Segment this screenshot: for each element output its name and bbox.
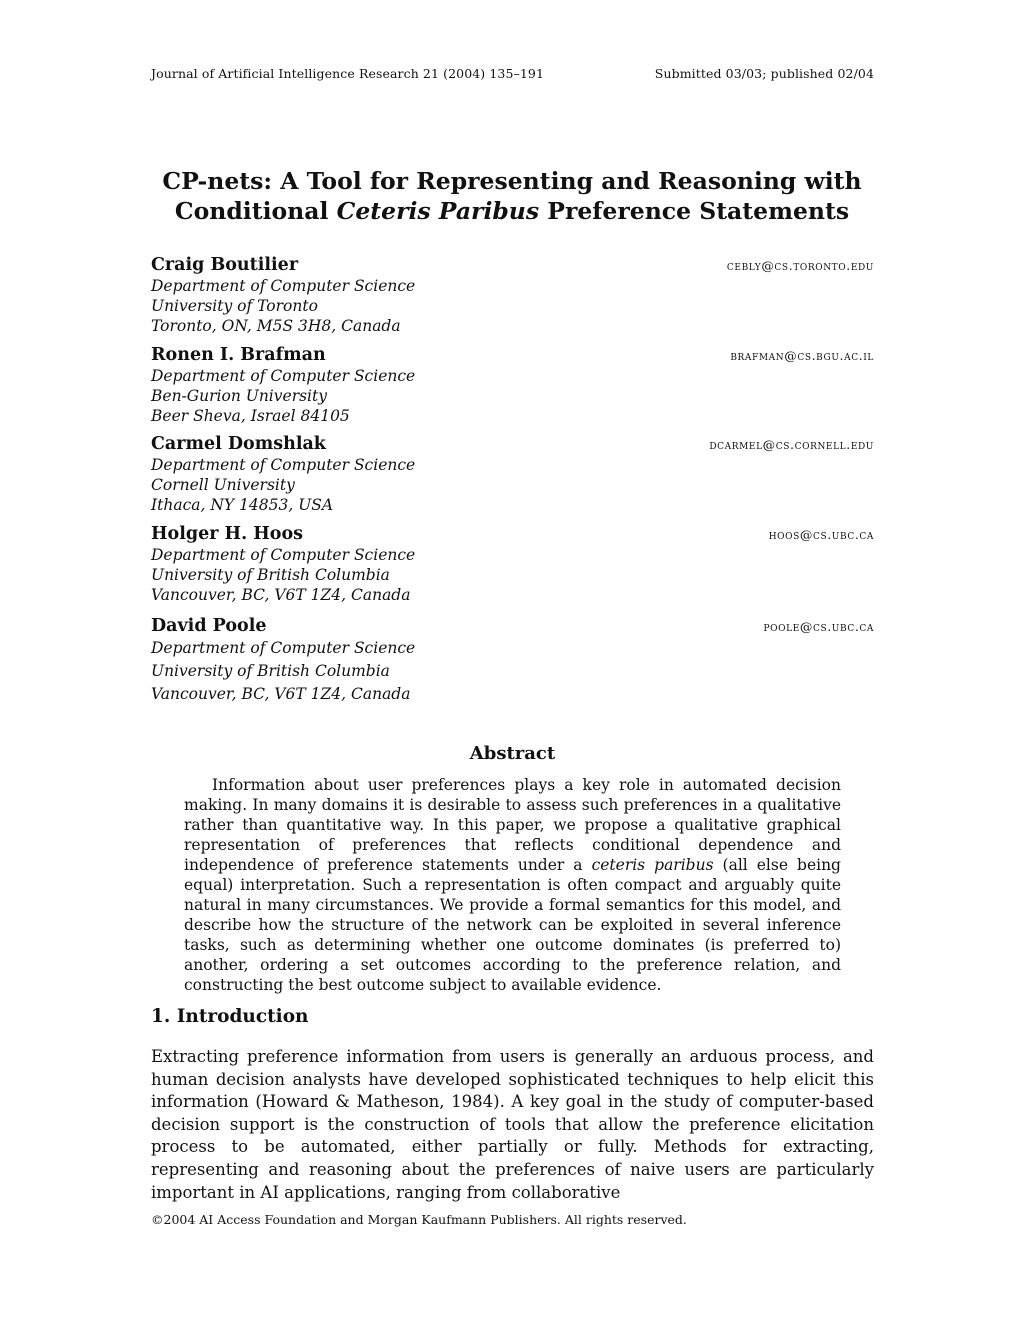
section-body: Extracting preference information from users is generally an arduous process, and human decision analysts have developed sophisticated techniques to help elicit this information (Howard & Matheson, 1984). A key goal in the study of computer-based decision support is the construction of tools that allow the preference elicitation process to be automated, either partially or fully. Methods for extracting, representing and reasoning about the preferences of naive users are particularly important in AI applications, ranging from collaborative [151, 1047, 874, 1202]
author-block [151, 615, 874, 706]
section-heading: 1. Introduction [151, 1006, 309, 1027]
author-email: dcarmel@cs.cornell.edu [709, 437, 874, 452]
author-block [151, 523, 874, 605]
author-institution: University of British Columbia [151, 566, 390, 584]
author-block [151, 433, 874, 515]
title-line-1: CP-nets: A Tool for Representing and Reasoning with [162, 167, 862, 195]
abstract-heading: Abstract [469, 743, 556, 764]
author-department: Department of Computer Science [151, 639, 416, 657]
author-email: hoos@cs.ubc.ca [768, 527, 874, 542]
abstract-body: Information about user preferences plays a key role in automated decision making. In many domains it is desirable to assess such preferences in a qualitative rather than quantitative way. In this paper, we propose a qualitative graphical representation of preferences that reflects conditional dependence and independence of preference statements under a ceteris paribus (all else being equal) interpretation. Such a representation is often compact and arguably quite natural in many circumstances. We provide a formal semantics for this model, and describe how the structure of the network can be exploited in several inference tasks, such as determining whether one outcome dominates (is preferred to) another, ordering a set outcomes according to the preference relation, and constructing the best outcome subject to available evidence. [184, 776, 841, 994]
author-name: David Poole [151, 616, 267, 636]
author-address: Toronto, ON, M5S 3H8, Canada [151, 317, 401, 335]
title-italic-phrase: Ceteris Paribus [336, 197, 540, 225]
author-name: Craig Boutilier [151, 255, 299, 275]
author-name: Carmel Domshlak [151, 434, 326, 454]
author-email: brafman@cs.bgu.ac.il [730, 348, 874, 363]
author-name: Holger H. Hoos [151, 524, 303, 544]
copyright-footer: ©2004 AI Access Foundation and Morgan Kaufmann Publishers. All rights reserved. [151, 1212, 687, 1227]
running-header [151, 66, 874, 81]
author-institution: Ben-Gurion University [151, 387, 327, 405]
submission-dates: Submitted 03/03; published 02/04 [654, 66, 874, 81]
author-department: Department of Computer Science [151, 277, 416, 295]
journal-citation: Journal of Artificial Intelligence Research 21 (2004) 135–191 [151, 66, 545, 81]
author-institution: University of Toronto [151, 297, 318, 315]
author-department: Department of Computer Science [151, 546, 416, 564]
abstract-italic-phrase: ceteris paribus [591, 856, 714, 874]
author-department: Department of Computer Science [151, 456, 416, 474]
title-line-2: Conditional Ceteris Paribus Preference Statements [174, 197, 850, 225]
author-name: Ronen I. Brafman [151, 345, 326, 365]
author-address: Vancouver, BC, V6T 1Z4, Canada [151, 586, 411, 604]
author-address: Vancouver, BC, V6T 1Z4, Canada [151, 685, 411, 703]
author-address: Beer Sheva, Israel 84105 [151, 407, 350, 425]
author-email: poole@cs.ubc.ca [763, 619, 874, 634]
author-address: Ithaca, NY 14853, USA [151, 496, 334, 514]
author-email: cebly@cs.toronto.edu [726, 258, 874, 273]
author-department: Department of Computer Science [151, 367, 416, 385]
paper-title [120, 166, 904, 226]
author-block [151, 254, 874, 336]
author-block [151, 344, 874, 426]
author-institution: Cornell University [151, 476, 295, 494]
author-institution: University of British Columbia [151, 662, 390, 680]
